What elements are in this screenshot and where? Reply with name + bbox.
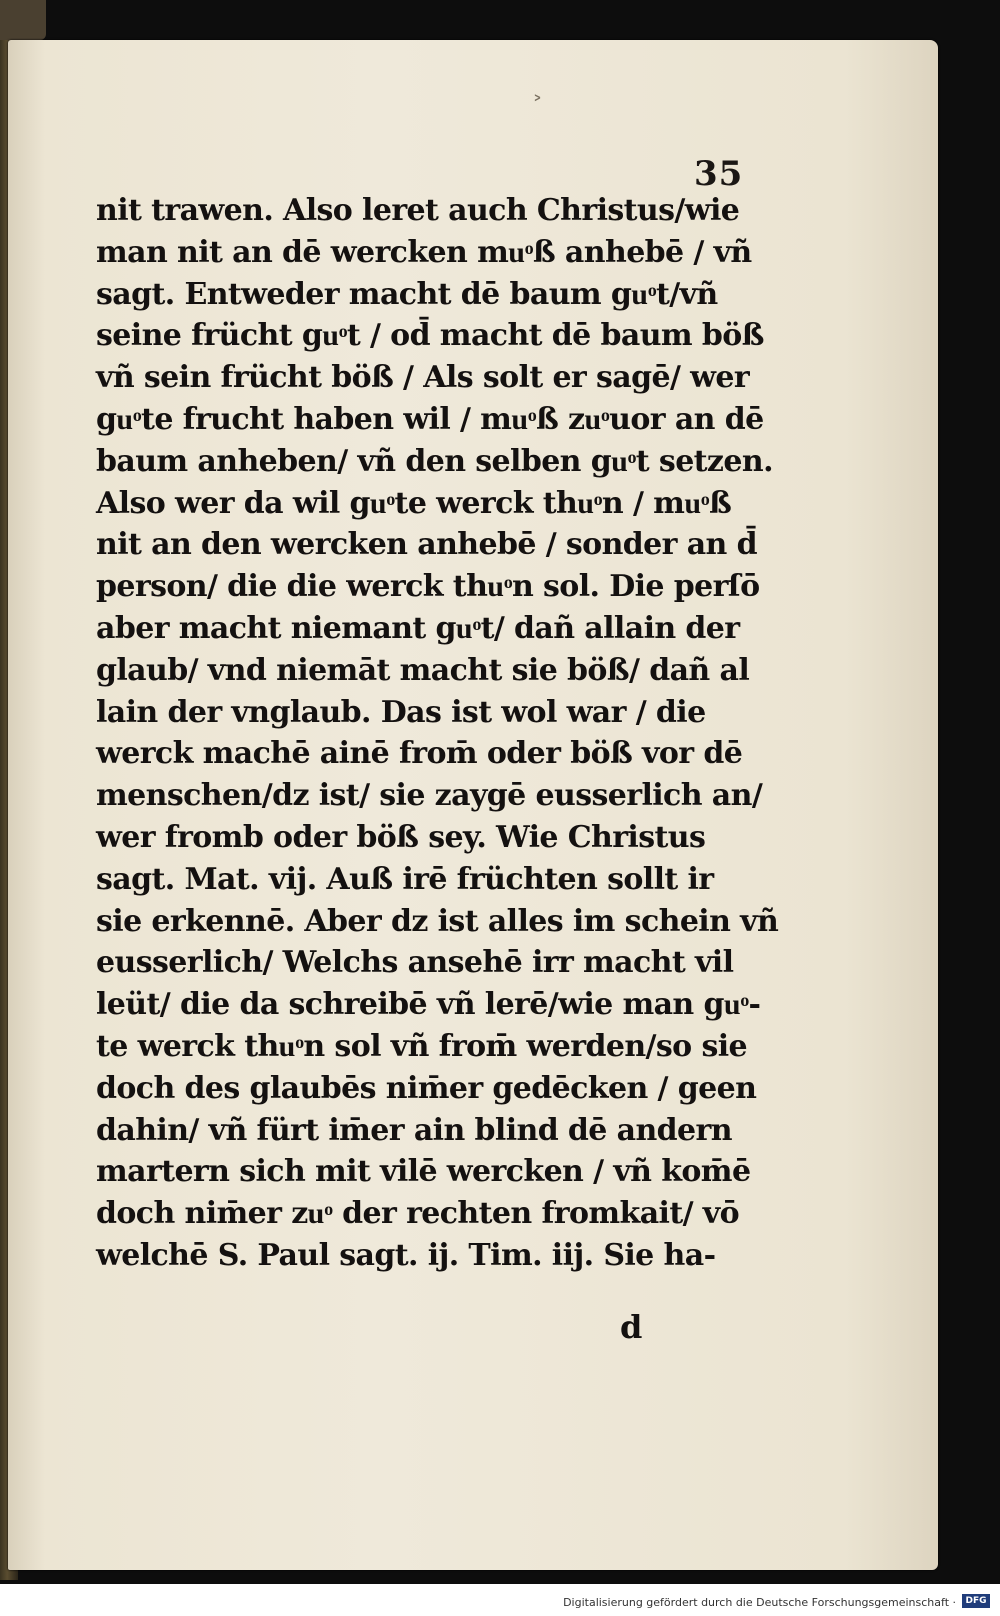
binding-corner	[0, 0, 46, 40]
text-line: vñ sein frücht böß / Als solt er sagē/ wer	[96, 360, 750, 396]
text-line: wer fromb oder böß sey. Wie Christus	[96, 819, 706, 855]
text-line: nit an den wercken anhebē / sonder an d̄	[96, 527, 757, 563]
dfg-logo: DFG	[962, 1594, 990, 1608]
text-line: man nit an dē wercken muͦß anhebē / vñ	[96, 234, 752, 270]
text-line: guͦte frucht haben wil / muͦß zuͦuor an dē	[96, 401, 764, 437]
text-line: sagt. Mat. vij. Auß irē früchten sollt ir	[96, 861, 714, 897]
text-line: welchē S. Paul sagt. ij. Tim. iij. Sie ha-	[96, 1237, 716, 1273]
text-line: person/ die die werck thuͦn sol. Die perſō	[96, 569, 760, 605]
text-line: menschen/dz ist/ sie zaygē eusserlich an/	[96, 778, 763, 814]
signature-mark: d	[620, 1308, 643, 1346]
text-line: sie erkennē. Aber dz ist alles im schein vñ	[96, 903, 779, 939]
text-line: te werck thuͦn sol vñ from̄ werden/so sie	[96, 1028, 748, 1064]
text-line: leüt/ die da schreibē vñ lerē/wie man guͦ-	[96, 987, 761, 1023]
text-line: doch des glaubēs nim̄er gedēcken / geen	[96, 1070, 757, 1106]
text-line: doch nim̄er zuͦ der rechten fromkait/ vō	[96, 1196, 740, 1232]
page-smudge: ˃	[532, 94, 543, 119]
text-line: baum anheben/ vñ den selben guͦt setzen.	[96, 443, 773, 479]
footer-credit: Digitalisierung gefördert durch die Deutsche Forschungsgemeinschaft ·	[563, 1596, 956, 1609]
text-line: martern sich mit vilē wercken / vñ kom̄ē	[96, 1154, 751, 1190]
text-line: Also wer da wil guͦte werck thuͦn / muͦß	[96, 485, 732, 521]
text-block	[96, 190, 779, 1277]
text-line: aber macht niemant guͦt/ dañ allain der	[96, 610, 740, 646]
book-page	[8, 40, 938, 1570]
text-line: sagt. Entweder macht dē baum guͦt/vñ	[96, 276, 718, 312]
text-line: dahin/ vñ fürt im̄er ain blind dē andern	[96, 1112, 732, 1148]
text-line: lain der vnglaub. Das ist wol war / die	[96, 694, 706, 730]
text-line: glaub/ vnd niemāt macht sie böß/ dañ al	[96, 652, 750, 688]
text-line: seine frücht guͦt / od̄ macht dē baum böß	[96, 318, 764, 354]
page-number: 35	[694, 154, 744, 194]
text-line: werck machē ainē from̄ oder böß vor dē	[96, 736, 743, 772]
text-line: nit trawen. Also leret auch Christus/wie	[96, 193, 740, 228]
text-line: eusserlich/ Welchs ansehē irr macht vil	[96, 945, 734, 981]
